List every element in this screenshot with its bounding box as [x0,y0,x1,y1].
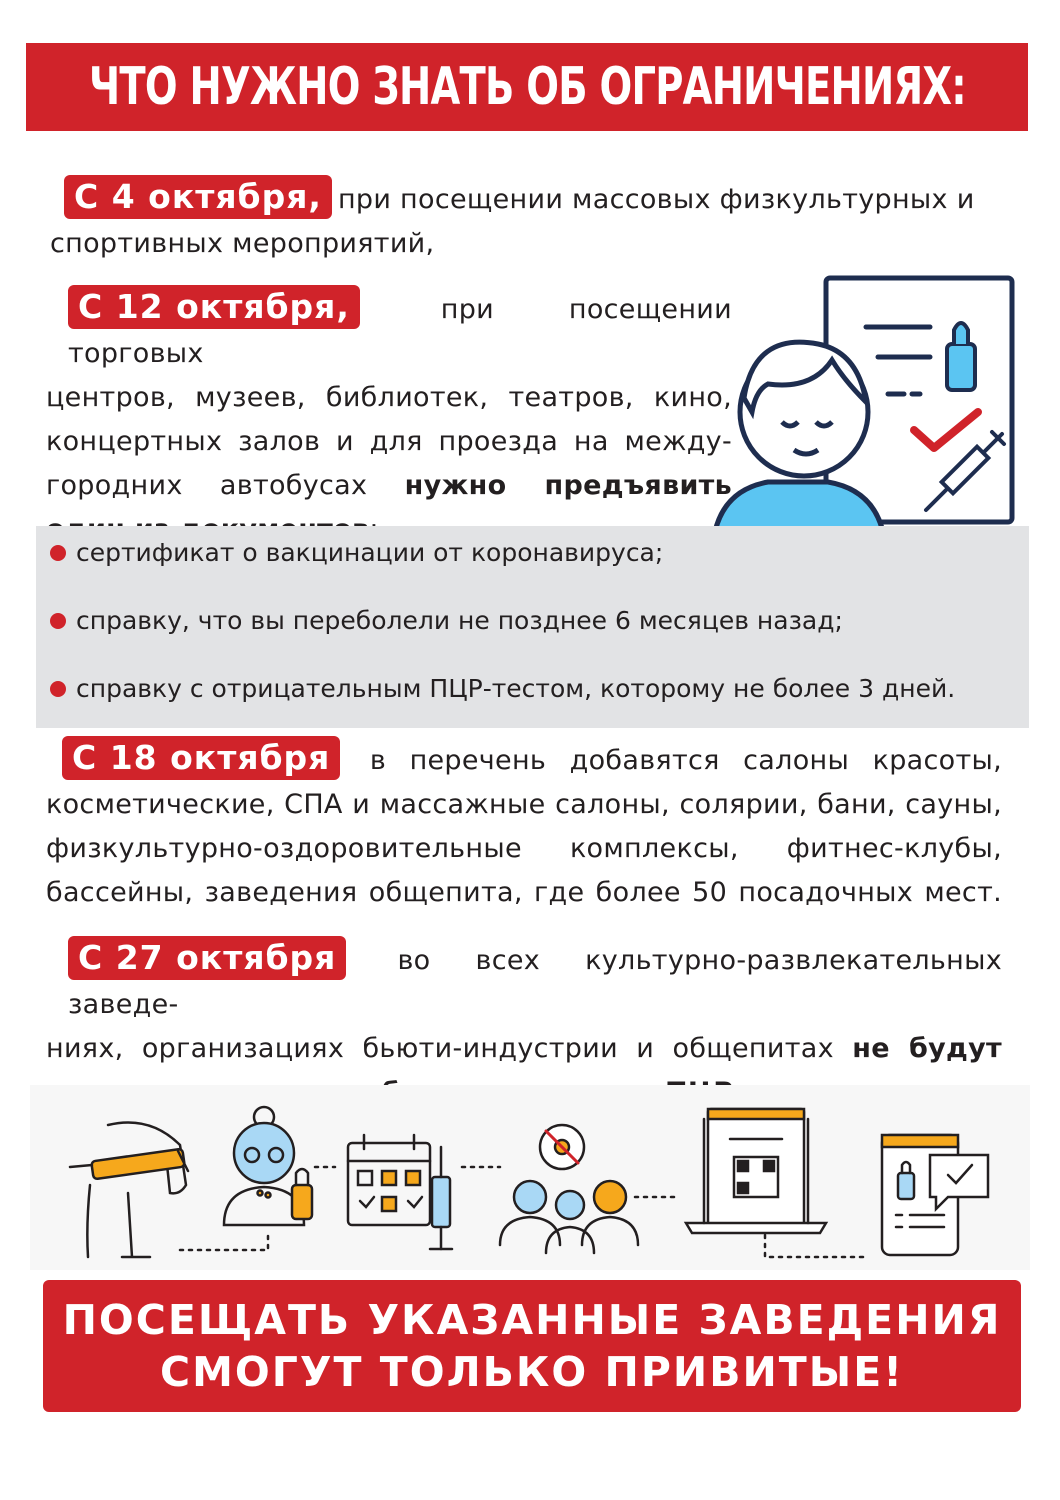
bullet-dot-icon [50,613,66,629]
section-text: при посещении массовых физкультурных и [337,184,975,215]
section-text: в перечень добавятся салоны красоты, [369,745,1002,776]
vaccination-calendar-icon [348,1135,452,1249]
section-text: концертных залов и для проезда на между- [46,426,732,457]
section-text: центров, музеев, библиотек, театров, кино, [46,382,732,413]
section-text: при посещении торговых [68,294,732,369]
list-item: сертификат о вакцинации от коронавируса; [50,538,663,567]
vaccination-certificate-illustration [708,272,1028,562]
section-text: физкультурно-оздоровительные комплексы, фитнес-клубы, [46,833,1002,864]
section-text: ниях, организациях бьюти-индустрии и общепитах [46,1033,834,1064]
section-oct-4 [50,175,1010,266]
phone-certificate-icon [882,1135,988,1255]
section-oct-12 [46,285,732,552]
page-title: ЧТО НУЖНО ЗНАТЬ ОБ ОГРАНИЧЕНИЯХ: [88,57,966,117]
footer-banner [43,1280,1021,1412]
section-text: бассейны, заведения общепита, где более 50 посадочных мест. [46,877,1002,908]
date-badge: С 18 октября [62,736,340,780]
group-no-virus-icon [500,1125,638,1253]
list-item: справку, что вы переболели не позднее 6 месяцев назад; [50,606,843,635]
elderly-woman-icon [224,1107,312,1225]
list-item: справку с отрицательным ПЦР-тестом, которому не более 3 дней. [50,674,955,703]
bullet-dot-icon [50,545,66,561]
section-text: косметические, СПА и массажные салоны, солярии, бани, сауны, [46,789,1002,820]
section-text: городних автобусах [46,470,368,501]
bullet-dot-icon [50,681,66,697]
date-badge: С 27 октября [68,936,346,980]
section-text: спортивных мероприятий, [50,228,435,259]
section-emphasis: нужно предъявить [404,470,732,501]
section-emphasis: не будут [852,1033,1003,1064]
header-banner [26,43,1028,131]
date-badge: С 4 октября, [64,175,332,219]
section-oct-18 [46,736,1002,915]
date-badge: С 12 октября, [68,285,360,329]
laptop-qr-code-icon [686,1109,826,1233]
section-text: во всех культурно-развлекательных заведе- [68,945,1002,1020]
footer-line: СМОГУТ ТОЛЬКО ПРИВИТЫЕ! [160,1348,904,1396]
footer-line: ПОСЕЩАТЬ УКАЗАННЫЕ ЗАВЕДЕНИЯ [62,1296,1002,1344]
icon-strip [30,1085,1030,1270]
vaccination-arm-icon [70,1123,188,1258]
